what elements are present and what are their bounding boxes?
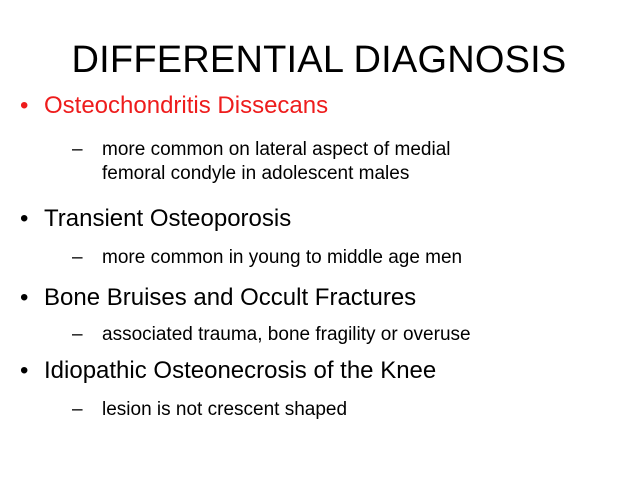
bullet-dot-icon: • (20, 205, 29, 232)
slide-title: DIFFERENTIAL DIAGNOSIS (71, 39, 567, 81)
sub-bullet-line: more common on lateral aspect of medial (102, 139, 451, 160)
sub-bullet-line: lesion is not crescent shaped (102, 399, 348, 420)
bullet-item-transient-osteoporosis (20, 205, 291, 233)
bullet-item-osteochondritis (20, 92, 328, 120)
bullet-label: Transient Osteoporosis (44, 205, 292, 232)
bullet-item-idiopathic-osteonecrosis (20, 357, 436, 385)
bullet-dot-icon: • (20, 357, 29, 384)
sub-bullet-line: more common in young to middle age men (102, 247, 463, 268)
sub-bullet-bone-bruises (72, 323, 471, 347)
sub-bullet-idiopathic-osteonecrosis (72, 398, 347, 422)
dash-icon: – (72, 247, 83, 268)
bullet-label: Osteochondritis Dissecans (44, 92, 329, 119)
dash-icon: – (72, 399, 83, 420)
dash-icon: – (72, 139, 83, 160)
sub-bullet-osteochondritis (72, 138, 451, 186)
sub-bullet-line: associated trauma, bone fragility or overuse (102, 324, 471, 345)
sub-bullet-line: femoral condyle in adolescent males (102, 163, 410, 184)
sub-bullet-transient-osteoporosis (72, 246, 462, 270)
bullet-label: Idiopathic Osteonecrosis of the Knee (44, 357, 437, 384)
bullet-label: Bone Bruises and Occult Fractures (44, 284, 417, 311)
bullet-dot-icon: • (20, 92, 29, 119)
bullet-item-bone-bruises (20, 284, 416, 312)
bullet-dot-icon: • (20, 284, 29, 311)
dash-icon: – (72, 324, 83, 345)
